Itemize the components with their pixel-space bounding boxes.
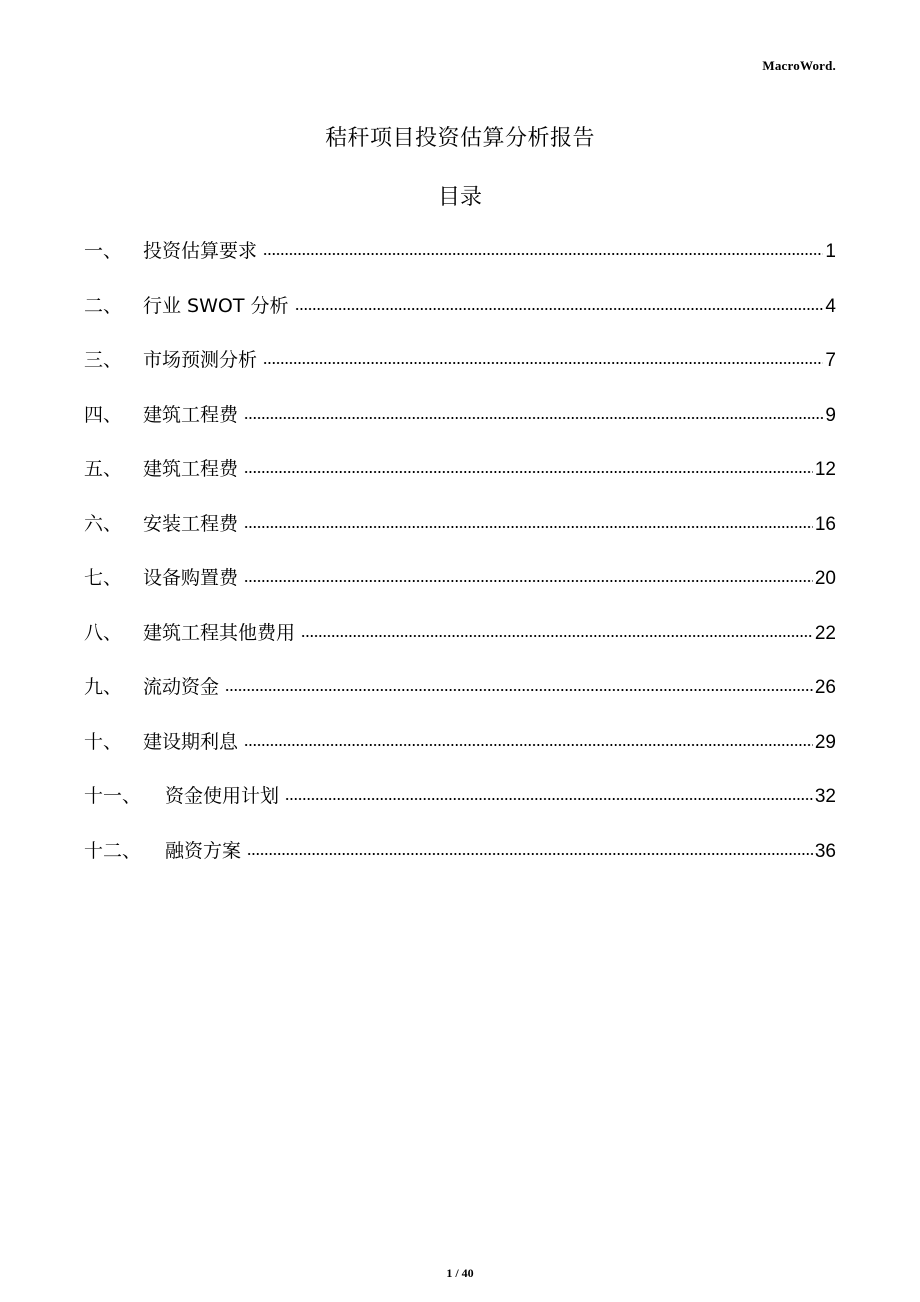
toc-entry[interactable] — [84, 400, 836, 455]
toc-entry-number: 九、 — [84, 676, 123, 698]
toc-entry-number: 五、 — [84, 458, 123, 480]
toc-entry[interactable] — [84, 727, 836, 782]
toc-entry-number: 十、 — [84, 730, 123, 753]
document-title: 秸秆项目投资估算分析报告 — [324, 126, 595, 151]
toc-entry-title: 投资估算要求 — [143, 240, 258, 262]
toc-leader-dots — [225, 673, 813, 693]
toc-entry[interactable] — [84, 836, 836, 891]
toc-entry[interactable] — [84, 618, 836, 673]
toc-leader-dots — [263, 346, 823, 366]
toc-entry[interactable] — [84, 236, 836, 291]
toc-entry-number: 二、 — [84, 294, 123, 317]
toc-entry-title: 建筑工程费 — [143, 458, 239, 480]
toc-entry[interactable] — [84, 291, 836, 346]
toc-entry-page: 1 — [825, 241, 836, 262]
toc-leader-dots — [244, 510, 813, 530]
toc-heading: 目录 — [437, 185, 482, 210]
toc-entry-number: 八、 — [84, 621, 123, 644]
toc-entry-page: 20 — [814, 568, 836, 589]
page-indicator: 1 / 40 — [446, 1266, 474, 1280]
toc-entry-title: 行业 SWOT 分析 — [143, 294, 289, 317]
toc-entry-title: 安装工程费 — [143, 512, 239, 535]
toc-entry-page: 9 — [825, 404, 836, 426]
toc-entry[interactable] — [84, 781, 836, 836]
header-brand: MacroWord. — [762, 58, 836, 73]
table-of-contents — [84, 236, 836, 890]
toc-entry-title: 建设期利息 — [143, 730, 239, 753]
toc-entry[interactable] — [84, 345, 836, 400]
toc-leader-dots — [244, 455, 813, 475]
toc-entry-page: 16 — [814, 513, 836, 535]
toc-entry-number: 六、 — [84, 512, 123, 535]
toc-leader-dots — [285, 782, 813, 802]
toc-leader-dots — [295, 292, 824, 312]
toc-leader-dots — [244, 728, 813, 748]
toc-entry-number: 一、 — [84, 240, 123, 262]
toc-entry-page: 12 — [814, 459, 836, 480]
toc-entry[interactable] — [84, 509, 836, 564]
toc-entry-page: 32 — [814, 786, 836, 807]
toc-leader-dots — [244, 401, 823, 421]
toc-leader-dots — [247, 837, 813, 857]
toc-leader-dots — [263, 237, 823, 257]
toc-entry-title: 市场预测分析 — [143, 349, 258, 371]
toc-entry-page: 36 — [814, 840, 836, 862]
toc-entry-number: 七、 — [84, 567, 123, 589]
toc-entry-number: 十二、 — [84, 839, 142, 862]
toc-entry-title: 流动资金 — [143, 676, 220, 698]
toc-entry-title: 建筑工程其他费用 — [143, 621, 296, 644]
toc-entry-number: 四、 — [84, 403, 123, 426]
toc-entry-page: 4 — [825, 295, 836, 317]
toc-entry[interactable] — [84, 672, 836, 727]
toc-entry-page: 26 — [814, 677, 836, 698]
toc-entry-number: 十一、 — [84, 785, 142, 807]
toc-entry[interactable] — [84, 563, 836, 618]
toc-entry-page: 22 — [814, 622, 836, 644]
toc-entry[interactable] — [84, 454, 836, 509]
toc-entry-title: 融资方案 — [165, 839, 242, 862]
toc-entry-title: 设备购置费 — [143, 567, 239, 589]
toc-leader-dots — [301, 619, 813, 639]
toc-entry-page: 7 — [825, 350, 836, 371]
toc-entry-number: 三、 — [84, 349, 123, 371]
toc-entry-title: 资金使用计划 — [165, 785, 280, 807]
toc-entry-title: 建筑工程费 — [143, 403, 239, 426]
toc-entry-page: 29 — [814, 731, 836, 753]
toc-leader-dots — [244, 564, 813, 584]
